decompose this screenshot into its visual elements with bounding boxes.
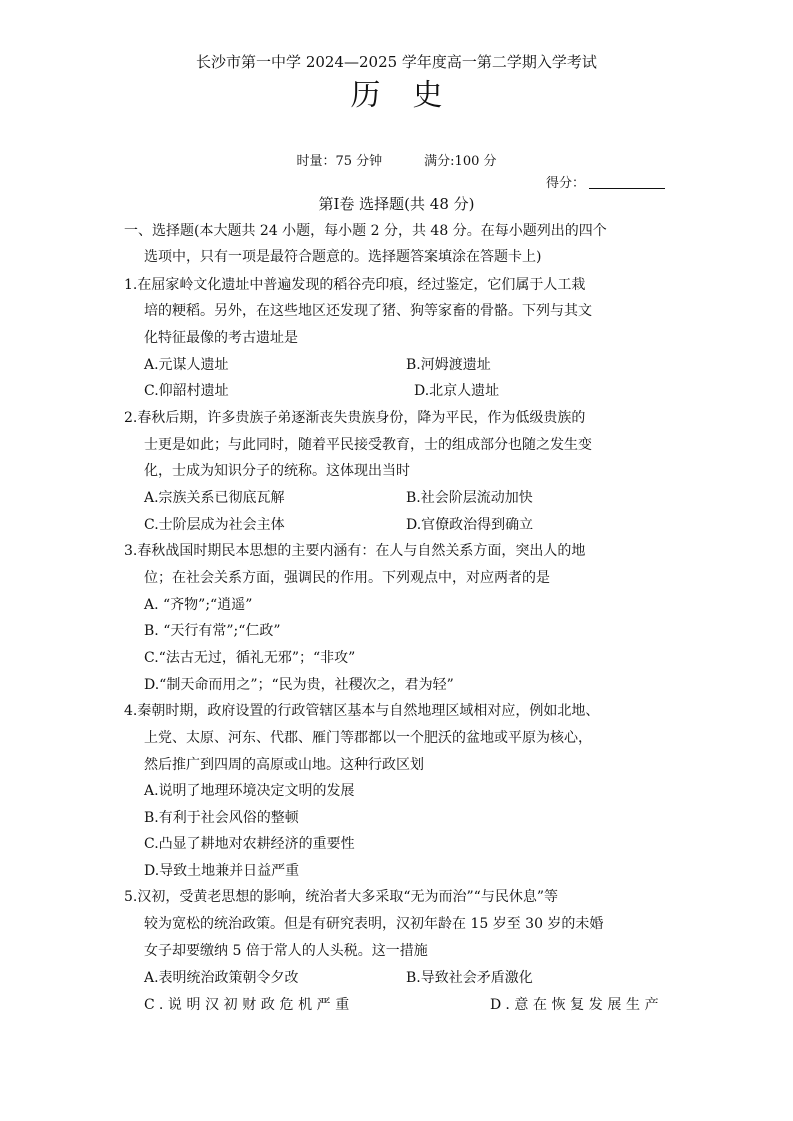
question-4-option-b: B.有利于社会风俗的整顿: [144, 810, 299, 826]
question-2-option-b: B.社会阶层流动加快: [406, 490, 533, 506]
question-1-option-c: C.仰韶村遗址: [144, 383, 229, 399]
question-5-stem: 女子却要缴纳 5 倍于常人的人头税。这一措施: [144, 943, 428, 959]
question-1-option-a: A.元谋人遗址: [144, 357, 229, 373]
score-blank: [589, 174, 665, 189]
question-1-stem: 培的粳稻。另外，在这些地区还发现了猪、狗等家畜的骨骼。下列与其文: [144, 303, 592, 319]
question-2-option-d: D.官僚政治得到确立: [406, 517, 534, 533]
question-1-option-d: D.北京人遗址: [414, 383, 500, 399]
question-1-stem: 化特征最像的考古遗址是: [144, 330, 298, 346]
question-4-option-d: D.导致土地兼并日益严重: [144, 863, 300, 879]
question-1-stem: 1.在屈家岭文化遗址中普遍发现的稻谷壳印痕，经过鉴定，它们属于人工栽: [124, 277, 586, 293]
question-4-option-c: C.凸显了耕地对农耕经济的重要性: [144, 836, 355, 852]
question-4-stem: 然后推广到四周的高原或山地。这种行政区划: [144, 757, 424, 773]
section-title: 第Ⅰ卷 选择题(共 48 分): [318, 195, 475, 213]
question-2-option-a: A.宗族关系已彻底瓦解: [144, 490, 285, 506]
question-3-option-c: C.“法古无过，循礼无邪”；“非攻”: [144, 650, 356, 666]
score-label: 得分：: [546, 176, 586, 191]
question-4-stem: 上党、太原、河东、代郡、雁门等郡都以一个肥沃的盆地或平原为核心，: [144, 730, 592, 746]
exam-time: 时量：75 分钟: [296, 154, 383, 169]
score-field: [546, 174, 665, 194]
full-score: 满分:100 分: [424, 154, 497, 169]
question-3-option-a: A. “齐物”;“逍遥”: [144, 597, 253, 613]
subject-title: 历史: [350, 78, 475, 113]
exam-title: 长沙市第一中学 2024—2025 学年度高一第二学期入学考试: [196, 53, 597, 71]
question-4-stem: 4.秦朝时期，政府设置的行政管辖区基本与自然地理区域相对应，例如北地、: [124, 703, 600, 719]
question-3-option-d: D.“制天命而用之”；“民为贵，社稷次之，君为轻”: [144, 677, 454, 693]
question-2-stem: 士更是如此；与此同时，随着平民接受教育，士的组成部分也随之发生变: [144, 437, 592, 453]
question-5-stem: 较为宽松的统治政策。但是有研究表明，汉初年龄在 15 岁至 30 岁的未婚: [144, 916, 604, 932]
question-1-option-b: B.河姆渡遗址: [406, 357, 491, 373]
question-2-stem: 2.春秋后期，许多贵族子弟逐渐丧失贵族身份，降为平民，作为低级贵族的: [124, 410, 586, 426]
instruction-line: 选项中，只有一项是最符合题意的。选择题答案填涂在答题卡上): [144, 249, 542, 265]
question-5-option-c: C.说明汉初财政危机严重: [144, 997, 354, 1013]
question-5-option-d: D.意在恢复发展生产: [490, 997, 664, 1013]
exam-meta: [0, 152, 793, 172]
question-4-option-a: A.说明了地理环境决定文明的发展: [144, 783, 355, 799]
question-3-stem: 3.春秋战国时期民本思想的主要内涵有：在人与自然关系方面，突出人的地: [124, 543, 586, 559]
question-5-option-a: A.表明统治政策朝令夕改: [144, 970, 299, 986]
question-3-stem: 位；在社会关系方面，强调民的作用。下列观点中，对应两者的是: [144, 570, 550, 586]
question-2-stem: 化，士成为知识分子的统称。这体现出当时: [144, 463, 410, 479]
question-2-option-c: C.士阶层成为社会主体: [144, 517, 285, 533]
question-5-stem: 5.汉初，受黄老思想的影响，统治者大多采取“无为而治”“与民休息”等: [124, 889, 558, 905]
question-5-option-b: B.导致社会矛盾激化: [406, 970, 533, 986]
instruction-line: 一、选择题(本大题共 24 小题，每小题 2 分，共 48 分。在每小题列出的四个: [124, 223, 607, 239]
question-3-option-b: B. “天行有常”;“仁政”: [144, 623, 281, 639]
